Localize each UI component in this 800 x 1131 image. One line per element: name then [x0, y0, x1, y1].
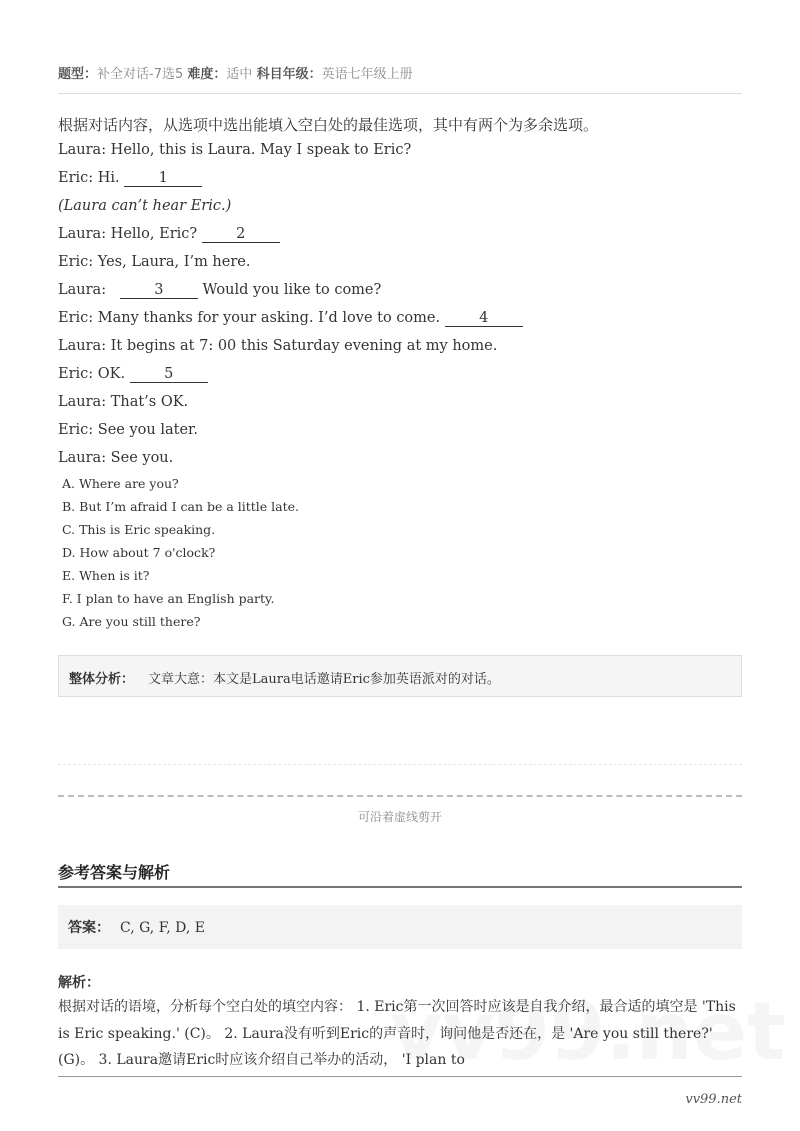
dialogue-line	[58, 282, 381, 299]
analysis-label: 整体分析：	[69, 672, 135, 687]
instruction: 根据对话内容，从选项中选出能填入空白处的最佳选项，其中有两个为多余选项。	[58, 116, 599, 134]
blank-1: 1	[124, 171, 202, 187]
blank-5: 5	[130, 367, 208, 383]
line-text: (Laura can’t hear Eric.)	[58, 198, 232, 214]
dialogue-line	[58, 226, 280, 243]
line-text: Eric: Hi.	[58, 170, 125, 186]
divider	[58, 886, 742, 888]
difficulty-label: 难度：	[187, 67, 227, 82]
answer-text: C, G, F, D, E	[120, 920, 205, 936]
explain-text: 根据对话的语境，分析每个空白处的填空内容： 1. Eric第一次回答时应该是自我介绍，最合适的填空是 'This is Eric speaking.' (C)。 2. Laura没有听到Eric的声音时，询问他是否还在，是 'Are you still there?' (G)。 3. Laura邀请Eric时应该介绍自己举办的活动， 'I plan to	[58, 999, 736, 1068]
cut-text: 可沿着虚线剪开	[357, 810, 442, 824]
line-text: Laura: That’s OK.	[58, 394, 189, 410]
line-text: Laura: See you.	[58, 450, 174, 466]
dialogue-line	[58, 366, 208, 383]
difficulty: 适中	[226, 67, 253, 82]
option-item: A. Where are you?	[62, 476, 179, 491]
footer-divider	[58, 1076, 742, 1077]
line-text: Eric: Many thanks for your asking. I’d love to come.	[58, 310, 445, 326]
option-item: G. Are you still there?	[62, 614, 201, 629]
dialogue-line	[58, 450, 173, 466]
explain-label: 解析：	[58, 975, 100, 991]
analysis-text: 文章大意：本文是Laura电话邀请Eric参加英语派对的对话。	[148, 672, 500, 687]
dialogue-line	[58, 170, 202, 187]
dialogue-line	[58, 338, 497, 354]
line-text: Eric: Yes, Laura, I’m here.	[58, 254, 251, 270]
blank-2: 2	[202, 227, 280, 243]
question-type: 补全对话-7选5	[97, 67, 184, 82]
line-text: Eric: See you later.	[58, 422, 198, 438]
line-text: Laura: It begins at 7: 00 this Saturday evening at my home.	[58, 338, 498, 354]
dialogue-line	[58, 310, 523, 327]
option-item: C. This is Eric speaking.	[62, 522, 216, 537]
dialogue-line	[58, 422, 198, 438]
answer-heading: 参考答案与解析	[58, 863, 171, 882]
line-text: Laura: Hello, Eric?	[58, 226, 202, 242]
line-text: Laura:	[58, 282, 120, 298]
option-item: B. But I’m afraid I can be a little late.	[62, 499, 300, 514]
option-item: E. When is it?	[62, 568, 150, 583]
dialogue-line	[58, 254, 250, 270]
grade: 英语七年级上册	[321, 67, 413, 82]
footer-site: vv99.net	[685, 1092, 742, 1107]
line-text-after: Would you like to come?	[197, 282, 382, 298]
analysis-box	[58, 655, 742, 697]
divider	[58, 93, 742, 94]
grade-label: 科目年级：	[256, 67, 322, 82]
cut-line	[58, 795, 742, 797]
blank-3: 3	[120, 283, 198, 299]
answer-label: 答案：	[68, 920, 110, 936]
question-meta	[58, 63, 413, 82]
line-text: Laura: Hello, this is Laura. May I speak to Eric?	[58, 142, 412, 158]
dialogue-line	[58, 394, 188, 410]
dashed-line	[58, 764, 742, 765]
type-label: 题型：	[58, 67, 98, 82]
dialogue-line	[58, 142, 411, 158]
answer-box	[58, 905, 742, 949]
dialogue-line	[58, 198, 231, 214]
blank-4: 4	[445, 311, 523, 327]
line-text: Eric: OK.	[58, 366, 130, 382]
option-item: D. How about 7 o'clock?	[62, 545, 216, 560]
option-item: F. I plan to have an English party.	[62, 591, 275, 606]
